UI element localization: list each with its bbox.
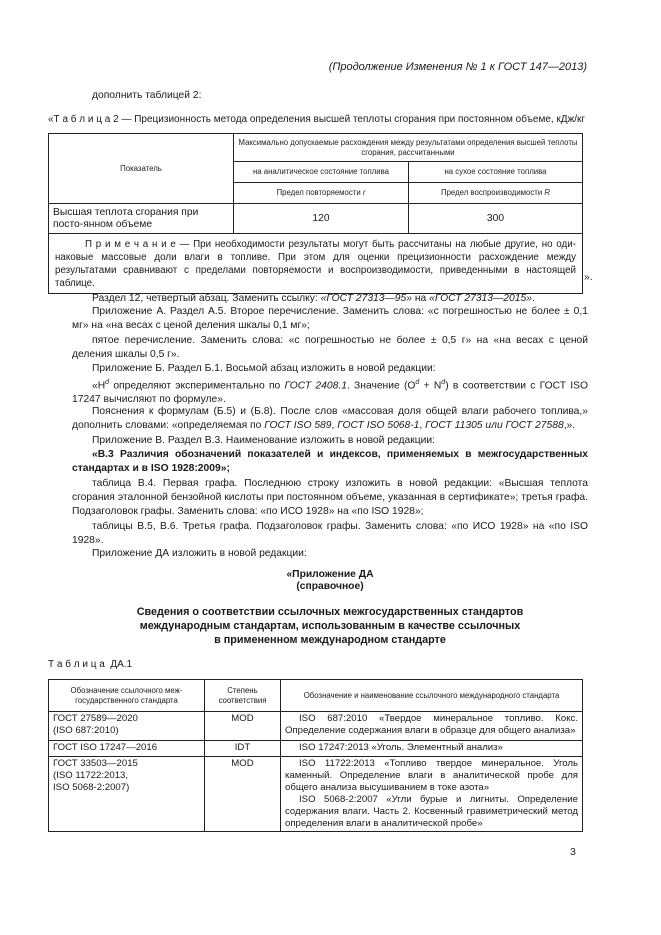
da1-row2-intl: ISO 17247:2013 «Уголь. Элементный анализ» (281, 741, 583, 757)
t2-repeat-label: Предел повторяемости (276, 188, 363, 197)
para-v3-title: «В.3 Различия обозначений показателей и индексов, применяемых в межгосударственных стандартах и в ISO 1928:2009»; (72, 449, 588, 474)
da1-row1-intl: ISO 687:2010 «Твердое минеральное топливо. Кокс. Определение содержания влаги в образце для общего анализа» (281, 712, 583, 741)
p5-sup-2: d (415, 379, 420, 386)
t2-row-label: Высшая теплота сгорания при посто-янном объеме (49, 204, 234, 234)
t2-note (49, 234, 583, 294)
p6-ref-1: ГОСТ ISO 589 (264, 420, 332, 431)
para-explanations (72, 405, 588, 433)
appendix-heading-2: международным стандартам, использованным в качестве ссылочных (139, 620, 521, 632)
p5-text: определяют экспериментально по (109, 380, 285, 392)
t2-row-repeatability-value: 120 (234, 204, 409, 234)
p1-old-ref: «ГОСТ 27313—95» (320, 293, 412, 304)
appendix-heading-3: в примененном международном стандарте (214, 634, 446, 646)
p1-new-ref: «ГОСТ 27313—2015» (429, 293, 532, 304)
para-appendix-da: Приложение ДА изложить в новой редакции: (92, 548, 307, 559)
p6-ref-3: ГОСТ 11305 (425, 420, 483, 431)
t2-head-reproducibility (409, 183, 583, 204)
p5-plus: + N (419, 380, 442, 392)
p6-ref-2: ГОСТ ISO 5068-1 (337, 420, 420, 431)
t2-head-analytic: на аналитическое состояние топлива (234, 162, 409, 183)
p6-ref-4: ГОСТ 27588 (505, 420, 564, 431)
da1-col-intl: Обозначение и наименование ссылочного международного стандарта (281, 680, 583, 712)
da1-row3-degree: MOD (205, 757, 281, 832)
t2-head-indicator: Показатель (49, 134, 234, 204)
para-fifth-item: пятое перечисление. Заменить слова: «с погрешностью не более ± 0,5 г» на «на весах с ценой деления шкалы 0,5 г». (72, 335, 588, 360)
t2-head-repeatability (234, 183, 409, 204)
da1-row3-std: ГОСТ 33503—2015 (ISO 11722:2013, ISO 5068-2:2007) (49, 757, 205, 832)
table2-caption-prefix: «Т а б л и ц а (48, 114, 111, 125)
p5-ref: ГОСТ 2408.1 (284, 380, 347, 392)
da1-row3-intl: ISO 11722:2013 «Топливо твердое минеральное. Уголь каменный. Определение влаги в аналитической пробе для общего анализа высушиванием в токе азота» (285, 758, 578, 793)
p5-sup-3: d (441, 379, 446, 386)
table2-close-mark: ». (584, 272, 593, 283)
table2-caption-text: 2 — Прецизионность метода определения высшей теплоты сгорания при постоянном объеме, кДж/кг (113, 114, 586, 125)
para-table-v4: таблица В.4. Первая графа. Последнюю строку изложить в новой редакции: «Высшая теплота сгорания эталонной бензойной кислоты при постоянном объеме, указанная в сертификате»; третья графа. Подзаголовок графы. Заменить слова: «по ИСО 1928» на «по ISO 1928»; (72, 478, 588, 517)
t2-row-reproducibility-value: 300 (409, 204, 583, 234)
appendix-heading-1: Сведения о соответствии ссылочных межгосударственных стандартов (136, 606, 524, 618)
p5-sup-1: d (105, 379, 110, 386)
para-appendix-b: Приложение Б. Раздел Б.1. Восьмой абзац изложить в новой редакции: (92, 363, 436, 374)
intro-line: дополнить таблицей 2: (92, 90, 202, 101)
da1-row1-std: ГОСТ 27589—2020 (ISO 687:2010) (49, 712, 205, 741)
para-tables-v5-v6: таблицы В.5, В.6. Третья графа. Подзаголовок графы. Заменить слова: «по ИСО 1928» на «по ISO 1928». (72, 521, 588, 546)
da1-row2-std: ГОСТ ISO 17247—2016 (49, 741, 205, 757)
para-formula-h (72, 376, 588, 407)
p1-end: . (531, 293, 535, 304)
p6-sep-2: , (419, 420, 426, 431)
appendix-title: «Приложение ДА (286, 569, 374, 580)
t2-note-text: — При необходимости результаты могут быть рассчитаны на любые другие, но оди-наковые массовые доли влаги в топливе. При этом для оценки прецизионности расхождение между результатами сравнивают с пределами повторяемости и воспроизводимости, приведенными в настоящей таблице. (55, 239, 576, 289)
t2-head-group: Максимально допускаемые расхождения между результатами определения высшей теплоты сгорания, рассчитанными (234, 134, 583, 162)
da1-row3-intl-cell (281, 757, 583, 832)
para-appendix-a: Приложение А. Раздел А.5. Второе перечисление. Заменить слова: «с погрешностью не более ± 0,1 мг» на «на весах с ценой деления шкалы 0,1 мг»; (72, 306, 588, 331)
table2-caption (48, 113, 588, 127)
da1-row3-intl-2: ISO 5068-2:2007 «Угли бурые и лигниты. Определение содержания влаги. Часть 2. Косвенный гравиметрический метод определения влаги в аналитической пробе» (285, 794, 578, 829)
t2-head-dry: на сухое состояние топлива (409, 162, 583, 183)
p5-end: ) в соответствии с ГОСТ ISO 17247 вычисляют по формуле». (72, 380, 589, 406)
p6-sep-1: , (331, 420, 338, 431)
t2-repeat-symbol: r (362, 188, 366, 197)
page-number: 3 (570, 846, 576, 858)
p5-value: . Значение (O (346, 380, 416, 392)
da1-col-degree: Степень соответствия (205, 680, 281, 712)
da1-row2-degree: IDT (205, 741, 281, 757)
p1-text: Раздел 12, четвертый абзац. Заменить ссылку: (92, 293, 321, 304)
p5-start: «H (92, 380, 106, 392)
t2-note-prefix: П р и м е ч а н и е (85, 239, 176, 250)
para-appendix-v: Приложение В. Раздел В.3. Наименование изложить в новой редакции: (92, 435, 435, 446)
running-header: (Продолжение Изменения № 1 к ГОСТ 147—2013) (328, 61, 587, 73)
table-da1 (48, 679, 583, 832)
appendix-subtitle: (справочное) (296, 581, 364, 592)
p6-end: ,». (563, 420, 576, 431)
t2-reprod-symbol: R (544, 188, 550, 197)
p6-text: Пояснения к формулам (Б.5) и (Б.8). После слов «массовая доля общей влаги рабочего топлива,» дополнить словами: «определяемая по (72, 406, 588, 431)
da1-row1-degree: MOD (205, 712, 281, 741)
para-section12 (72, 292, 588, 306)
p6-or: или (482, 420, 506, 431)
table-2 (48, 133, 583, 294)
p1-join: на (412, 293, 430, 304)
t2-reprod-label: Предел воспроизводимости (440, 188, 545, 197)
da1-col-std: Обозначение ссылочного меж-государственного стандарта (49, 680, 205, 712)
table-da1-caption: Т а б л и ц а ДА.1 (48, 659, 133, 670)
